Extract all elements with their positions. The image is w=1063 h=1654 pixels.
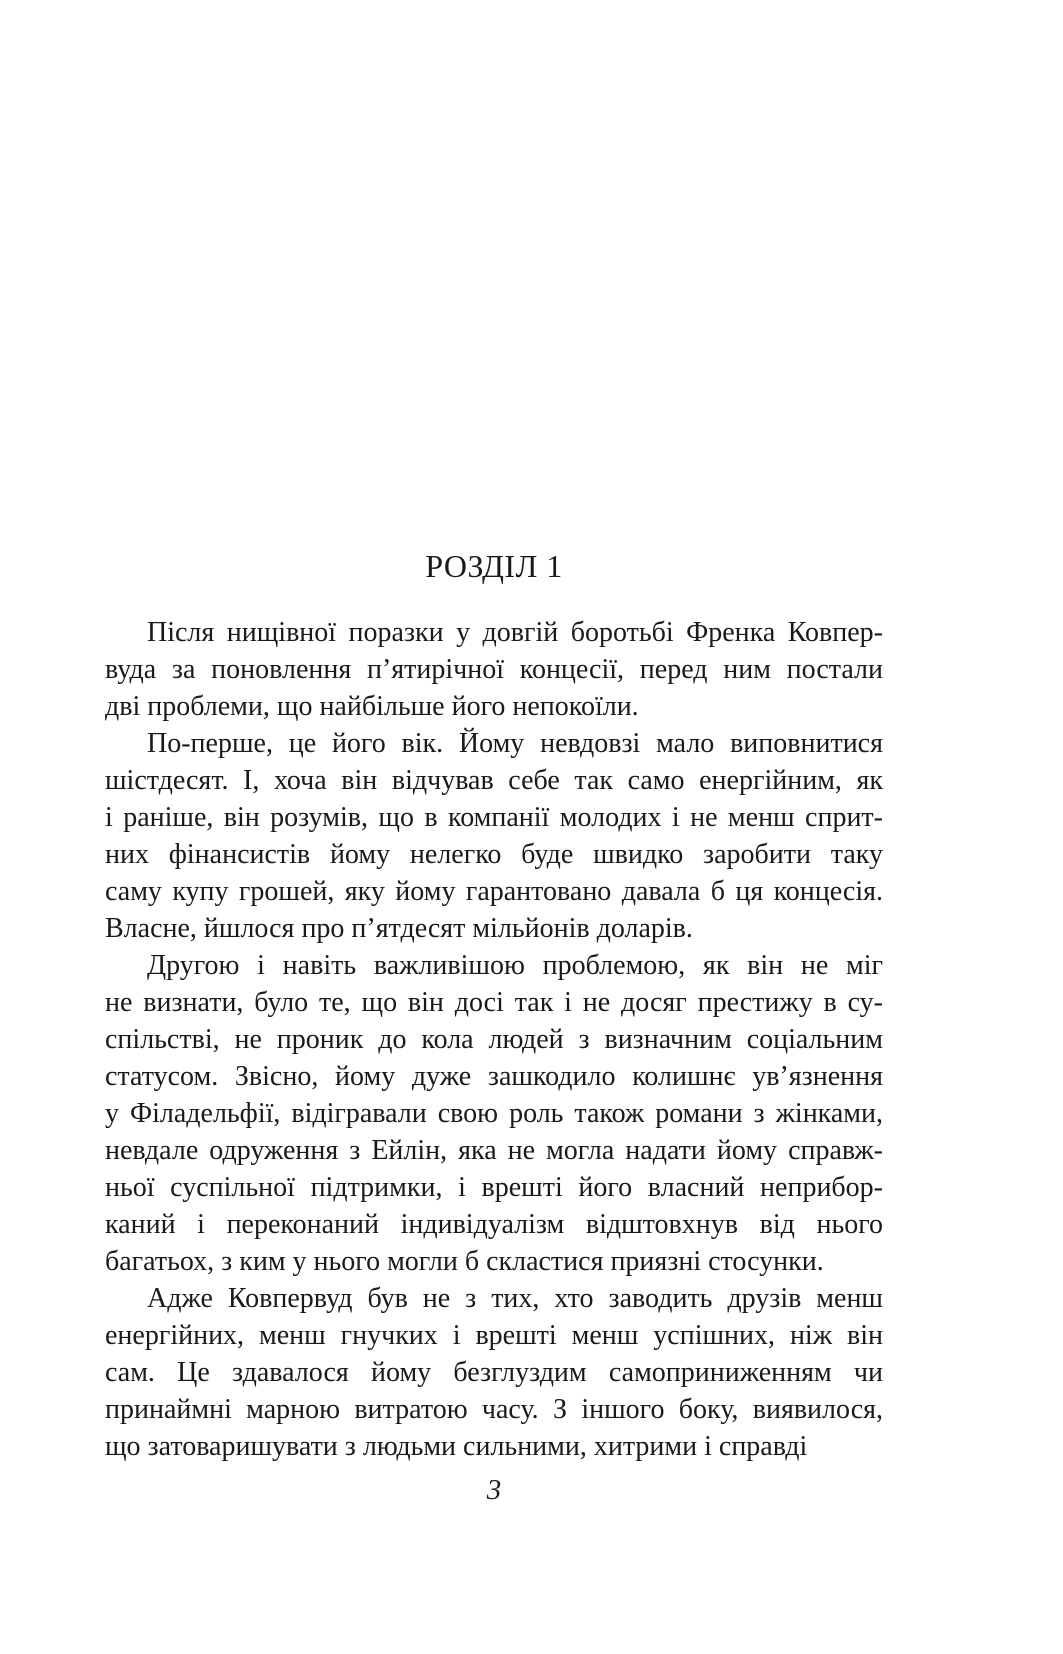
text-line: саму купу грошей, яку йому гарантовано давала б ця концесія. <box>105 876 883 907</box>
text-line: каний і переконаний індивідуалізм відштовхнув від нього <box>105 1209 883 1240</box>
text-line: шістдесят. І, хоча він відчував себе так само енергійним, як <box>105 765 883 796</box>
text-line: багатьох, з ким у нього могли б скластися приязні стосунки. <box>105 1246 824 1277</box>
paragraph <box>105 725 883 947</box>
text-line: спільстві, не проник до кола людей з визначним соціальним <box>105 1024 883 1055</box>
text-line: невдале одруження з Ейлін, яка не могла надати йому справж- <box>105 1135 883 1166</box>
text-line: Адже Ковпервуд був не з тих, хто заводить друзів менш <box>147 1283 883 1314</box>
paragraph <box>105 1280 883 1465</box>
paragraph <box>105 947 883 1280</box>
text-line: що затоваришувати з людьми сильними, хитрими і справді <box>105 1431 808 1462</box>
text-line: них фінансистів йому нелегко буде швидко заробити таку <box>105 839 883 870</box>
text-line: ньої суспільної підтримки, і врешті його власний неприбор- <box>105 1172 883 1203</box>
text-line: не визнати, було те, що він досі так і не досяг престижу в су- <box>105 987 883 1018</box>
text-line: і раніше, він розумів, що в компанії молодих і не менш сприт- <box>105 802 883 833</box>
paragraph <box>105 614 883 725</box>
text-line: статусом. Звісно, йому дуже зашкодило колишнє ув’язнення <box>105 1061 883 1092</box>
text-line: сам. Це здавалося йому безглуздим самоприниженням чи <box>105 1357 883 1388</box>
body-text <box>105 614 883 1465</box>
text-line: вуда за поновлення п’ятирічної концесії, перед ним постали <box>105 654 883 685</box>
text-line: По-перше, це його вік. Йому невдовзі мало виповнитися <box>147 728 883 759</box>
text-line: енергійних, менш гнучких і врешті менш успішних, ніж він <box>105 1320 883 1351</box>
text-line: у Філадельфії, відігравали свою роль також романи з жінками, <box>105 1098 883 1129</box>
text-line: Після нищівної поразки у довгій боротьбі Френка Ковпер- <box>147 617 883 648</box>
page-number: 3 <box>486 1474 502 1506</box>
text-line: дві проблеми, що найбільше його непокоїли. <box>105 691 639 722</box>
text-line: Власне, йшлося про п’ятдесят мільйонів доларів. <box>105 913 693 944</box>
text-line: принаймні марною витратою часу. З іншого боку, виявилося, <box>105 1394 883 1425</box>
chapter-heading: РОЗДІЛ 1 <box>425 548 563 584</box>
text-line: Другою і навіть важливішою проблемою, як він не міг <box>147 950 883 981</box>
